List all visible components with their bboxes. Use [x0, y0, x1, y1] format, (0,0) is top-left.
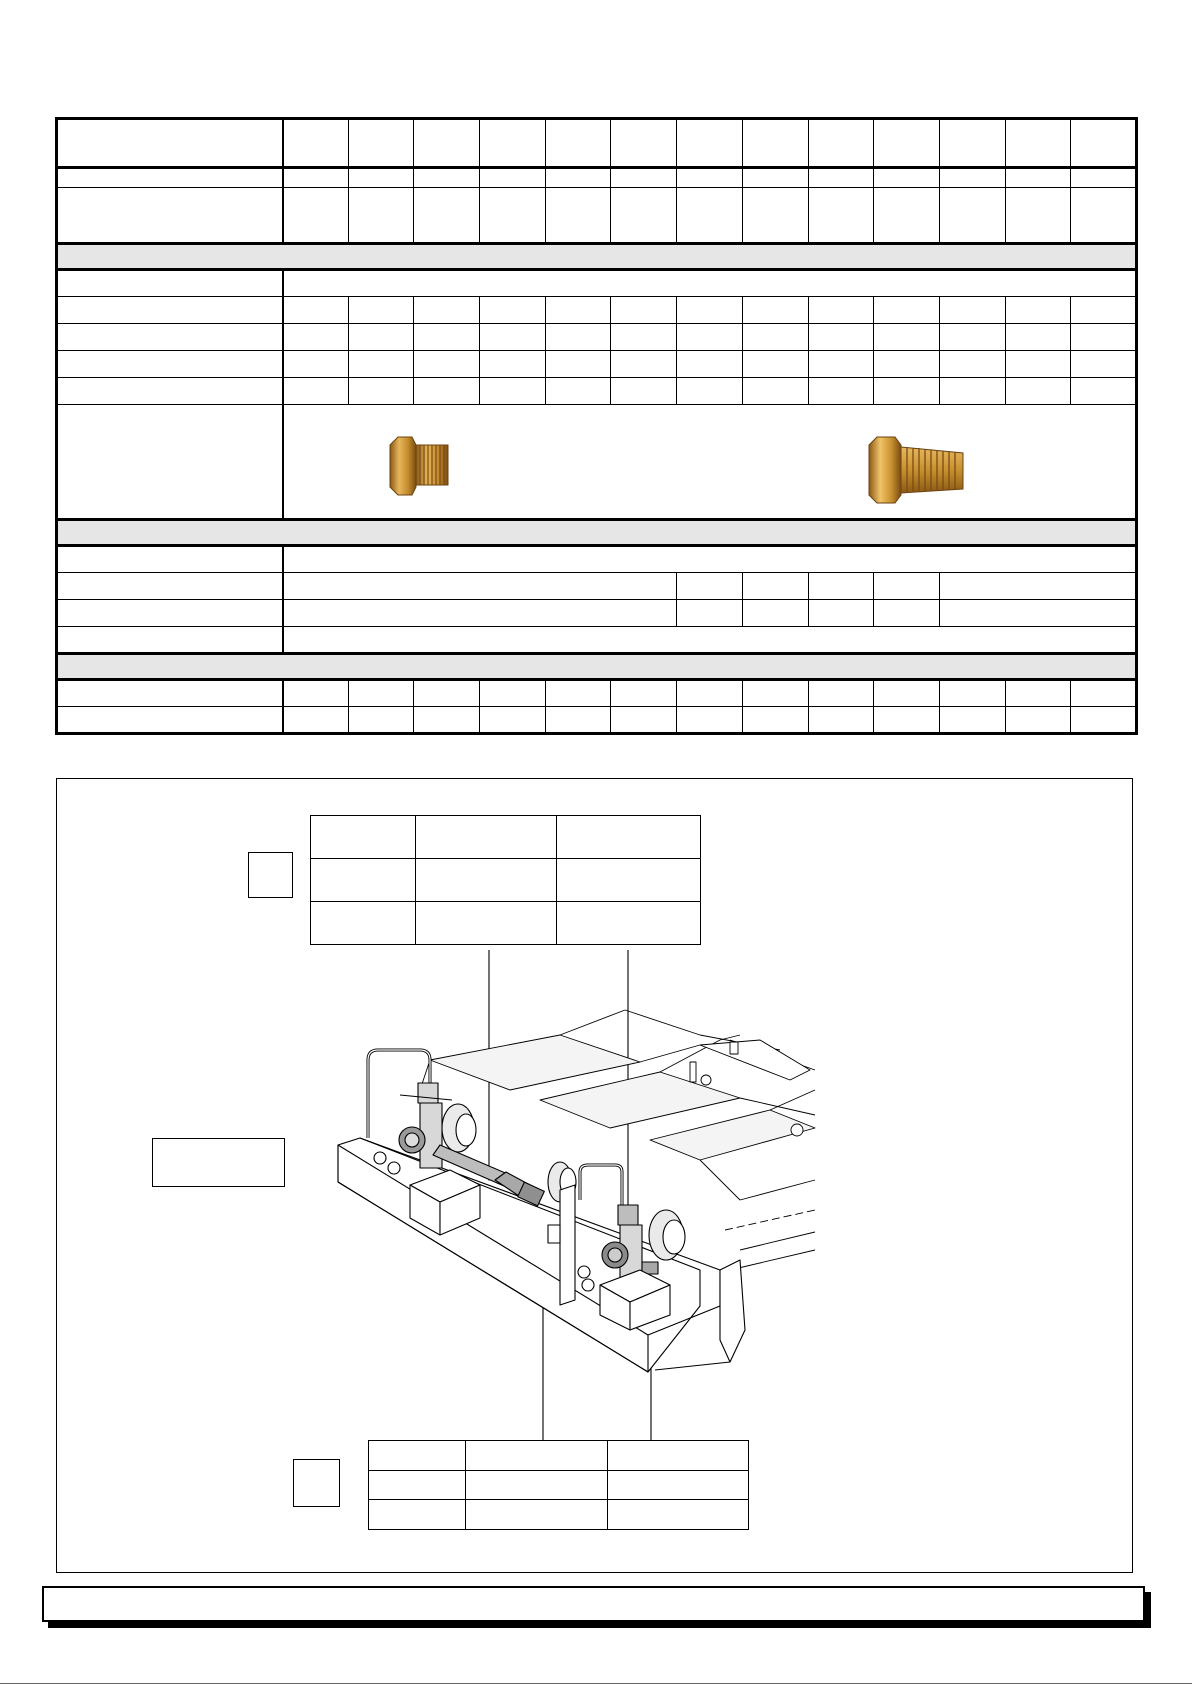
manifold-tray	[338, 1138, 745, 1372]
supply-tube	[580, 1165, 622, 1210]
footer-bar	[42, 1586, 1145, 1622]
page-bottom-rule	[0, 1683, 1192, 1684]
divider-plate	[560, 1185, 575, 1305]
